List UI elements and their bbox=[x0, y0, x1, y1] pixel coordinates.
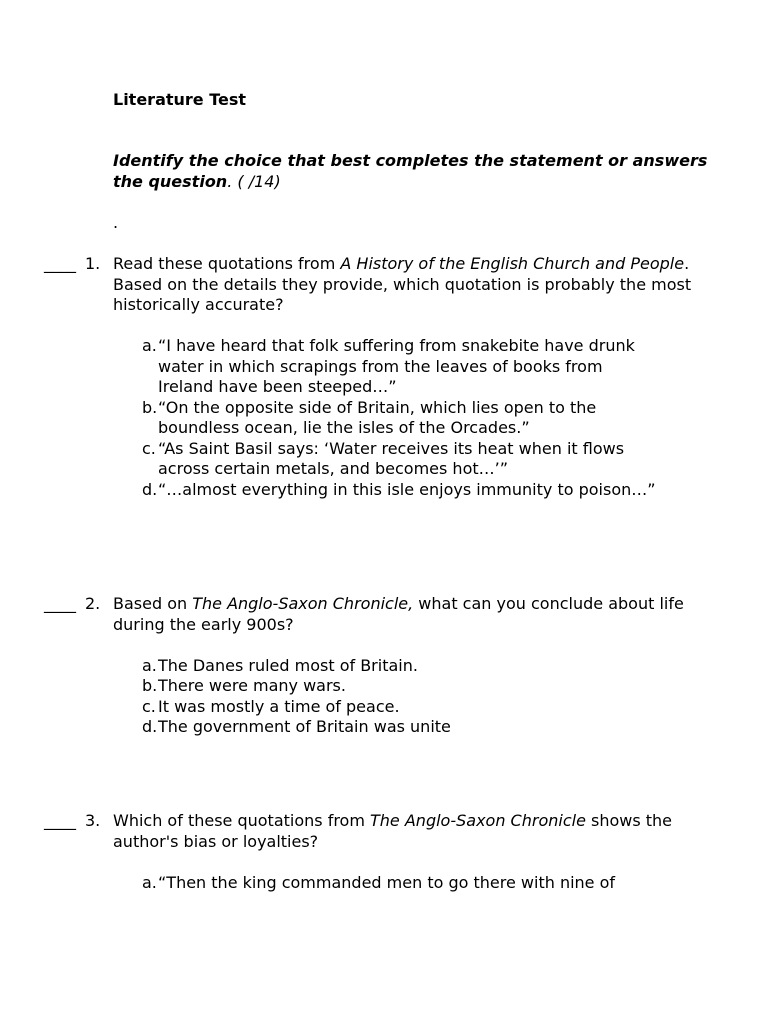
choice-c bbox=[142, 439, 724, 480]
question-number: 2. bbox=[85, 594, 101, 613]
question-3 bbox=[44, 811, 724, 893]
instructions-score: . ( /14) bbox=[227, 171, 281, 191]
question-text-part: Which of these quotations from bbox=[113, 811, 371, 830]
question-1 bbox=[44, 254, 724, 500]
choice-text: “On the opposite side of Britain, which lies open to the boundless ocean, lie the isles of the Orcades.” bbox=[158, 397, 597, 437]
choice-text: “I have heard that folk suffering from snakebite have drunk water in which scrapings from the leaves of books from Ireland have been steeped…” bbox=[158, 336, 635, 396]
choice-b bbox=[142, 398, 724, 439]
choice-a bbox=[142, 873, 724, 894]
question-text bbox=[113, 594, 713, 635]
choice-letter: c. bbox=[142, 438, 156, 458]
answer-blank: ____ bbox=[44, 254, 76, 273]
choice-letter: b. bbox=[142, 397, 158, 417]
choice-list bbox=[142, 336, 724, 500]
answer-blank: ____ bbox=[44, 594, 76, 613]
answer-blank: ____ bbox=[44, 811, 76, 830]
choice-letter: a. bbox=[142, 872, 157, 892]
choice-letter: a. bbox=[142, 655, 157, 675]
choice-letter: a. bbox=[142, 336, 157, 355]
choice-d bbox=[142, 480, 724, 501]
work-title: The Anglo-Saxon Chronicle, bbox=[192, 594, 414, 613]
choice-text: It was mostly a time of peace. bbox=[158, 696, 400, 716]
question-text-part: what can you conclude about life during the early 900s? bbox=[113, 594, 684, 634]
choice-text: “As Saint Basil says: ‘Water receives its heat when it flows across certain metals, and becomes hot…’” bbox=[158, 438, 625, 478]
question-number: 1. bbox=[85, 254, 101, 273]
choice-letter: b. bbox=[142, 676, 158, 695]
choice-list bbox=[142, 873, 724, 894]
instructions bbox=[113, 151, 733, 192]
choice-letter: c. bbox=[142, 696, 156, 716]
question-text-part: Read these quotations from bbox=[113, 254, 341, 273]
choice-letter: d. bbox=[142, 479, 158, 499]
instructions-italic: Identify the choice that best completes the statement or answers the question bbox=[113, 151, 708, 191]
work-title: The Anglo-Saxon Chronicle bbox=[370, 811, 586, 830]
choice-c bbox=[142, 697, 724, 718]
choice-text: The Danes ruled most of Britain. bbox=[158, 655, 418, 675]
choice-b bbox=[142, 676, 724, 697]
question-text bbox=[113, 811, 713, 852]
choice-text: There were many wars. bbox=[158, 676, 346, 695]
choice-a bbox=[142, 336, 724, 398]
stray-dot: . bbox=[113, 213, 119, 232]
test-title: Literature Test bbox=[113, 90, 247, 109]
question-number: 3. bbox=[85, 811, 101, 830]
question-text-part: shows the author's bias or loyalties? bbox=[113, 811, 673, 851]
choice-text: The government of Britain was unite bbox=[158, 717, 451, 736]
choice-text: “…almost everything in this isle enjoys immunity to poison…” bbox=[158, 479, 656, 499]
work-title: A History of the English Church and People bbox=[340, 254, 685, 273]
choice-list bbox=[142, 656, 724, 738]
choice-a bbox=[142, 656, 724, 677]
question-text-part: . Based on the details they provide, which quotation is probably the most historically accurate? bbox=[113, 254, 692, 314]
choice-text: “Then the king commanded men to go there with nine of bbox=[158, 872, 616, 892]
choice-letter: d. bbox=[142, 717, 158, 736]
choice-d bbox=[142, 717, 724, 738]
question-text-part: Based on bbox=[113, 594, 193, 613]
question-text bbox=[113, 254, 713, 316]
question-2 bbox=[44, 594, 724, 738]
